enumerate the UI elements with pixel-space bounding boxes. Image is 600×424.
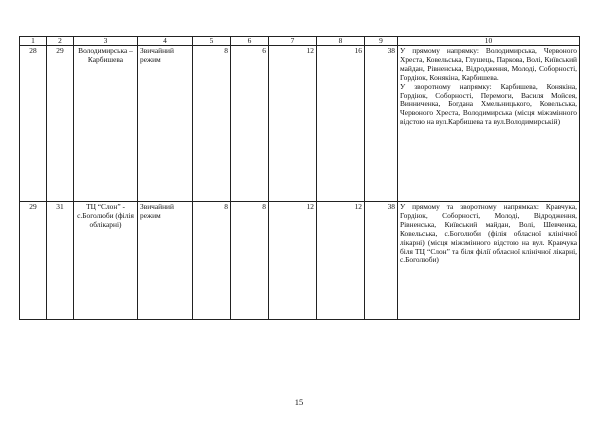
row-index-cell: 29 [20, 202, 47, 320]
table-row [20, 202, 580, 320]
route-name-cell: Володимирська – Карбишева [74, 46, 138, 202]
value-cell: 8 [193, 46, 231, 202]
route-name-cell: ТЦ “Слон” - с.Боголюби (філія облікарні) [74, 202, 138, 320]
routes-table [19, 36, 580, 320]
row-index-cell: 28 [20, 46, 47, 202]
column-header: 6 [231, 37, 269, 46]
mode-cell: Звичайний режим [138, 46, 193, 202]
value-cell: 8 [193, 202, 231, 320]
table-row [20, 46, 580, 202]
value-cell: 16 [317, 46, 365, 202]
route-description-both: У прямому та зворотному напрямках: Кравчука, Гордіюк, Соборності, Молоді, Відродження, Рівненська, Київський майдан, Волі, Шевченка, Ковельська, с.Боголюби (філія обласної клінічної лікарні) (місця міжзмінного відстою на вул. Кравчука біля ТЦ “Слон” та біля філії обласної клінічної лікарні, с.Боголюби) [400, 202, 577, 265]
column-header: 3 [74, 37, 138, 46]
value-cell: 12 [317, 202, 365, 320]
value-cell: 12 [269, 46, 317, 202]
route-description-forward: У прямому напрямку: Володимирська, Червоного Хреста, Ковельська, Глушець, Паркова, Волі, Київський майдан, Рівненська, Відродження, Молоді, Соборності, Гордіюк, Конякіна, Карбишева. [400, 46, 577, 82]
value-cell: 8 [231, 202, 269, 320]
table-header-row [20, 37, 580, 46]
route-description-cell [398, 202, 580, 320]
column-header: 5 [193, 37, 231, 46]
route-number-cell: 29 [47, 46, 74, 202]
mode-cell: Звичайний режим [138, 202, 193, 320]
column-header: 2 [47, 37, 74, 46]
column-header: 8 [317, 37, 365, 46]
value-cell: 12 [269, 202, 317, 320]
route-number-cell: 31 [47, 202, 74, 320]
column-header: 7 [269, 37, 317, 46]
value-cell: 38 [365, 202, 398, 320]
column-header: 4 [138, 37, 193, 46]
page-number: 15 [294, 397, 304, 407]
column-header: 9 [365, 37, 398, 46]
value-cell: 6 [231, 46, 269, 202]
value-cell: 38 [365, 46, 398, 202]
column-header: 10 [398, 37, 580, 46]
route-description-return: У зворотному напрямку: Карбишева, Конякіна, Гордіюк, Соборності, Перемоги, Василя Мойсея, Винниченка, Богдана Хмельницького, Ковельська, Червоного Хреста, Володимирська (місця міжзмінного відстою на вул.Карбишева та вул.Володимирській) [400, 81, 577, 127]
column-header: 1 [20, 37, 47, 46]
route-description-cell [398, 46, 580, 202]
